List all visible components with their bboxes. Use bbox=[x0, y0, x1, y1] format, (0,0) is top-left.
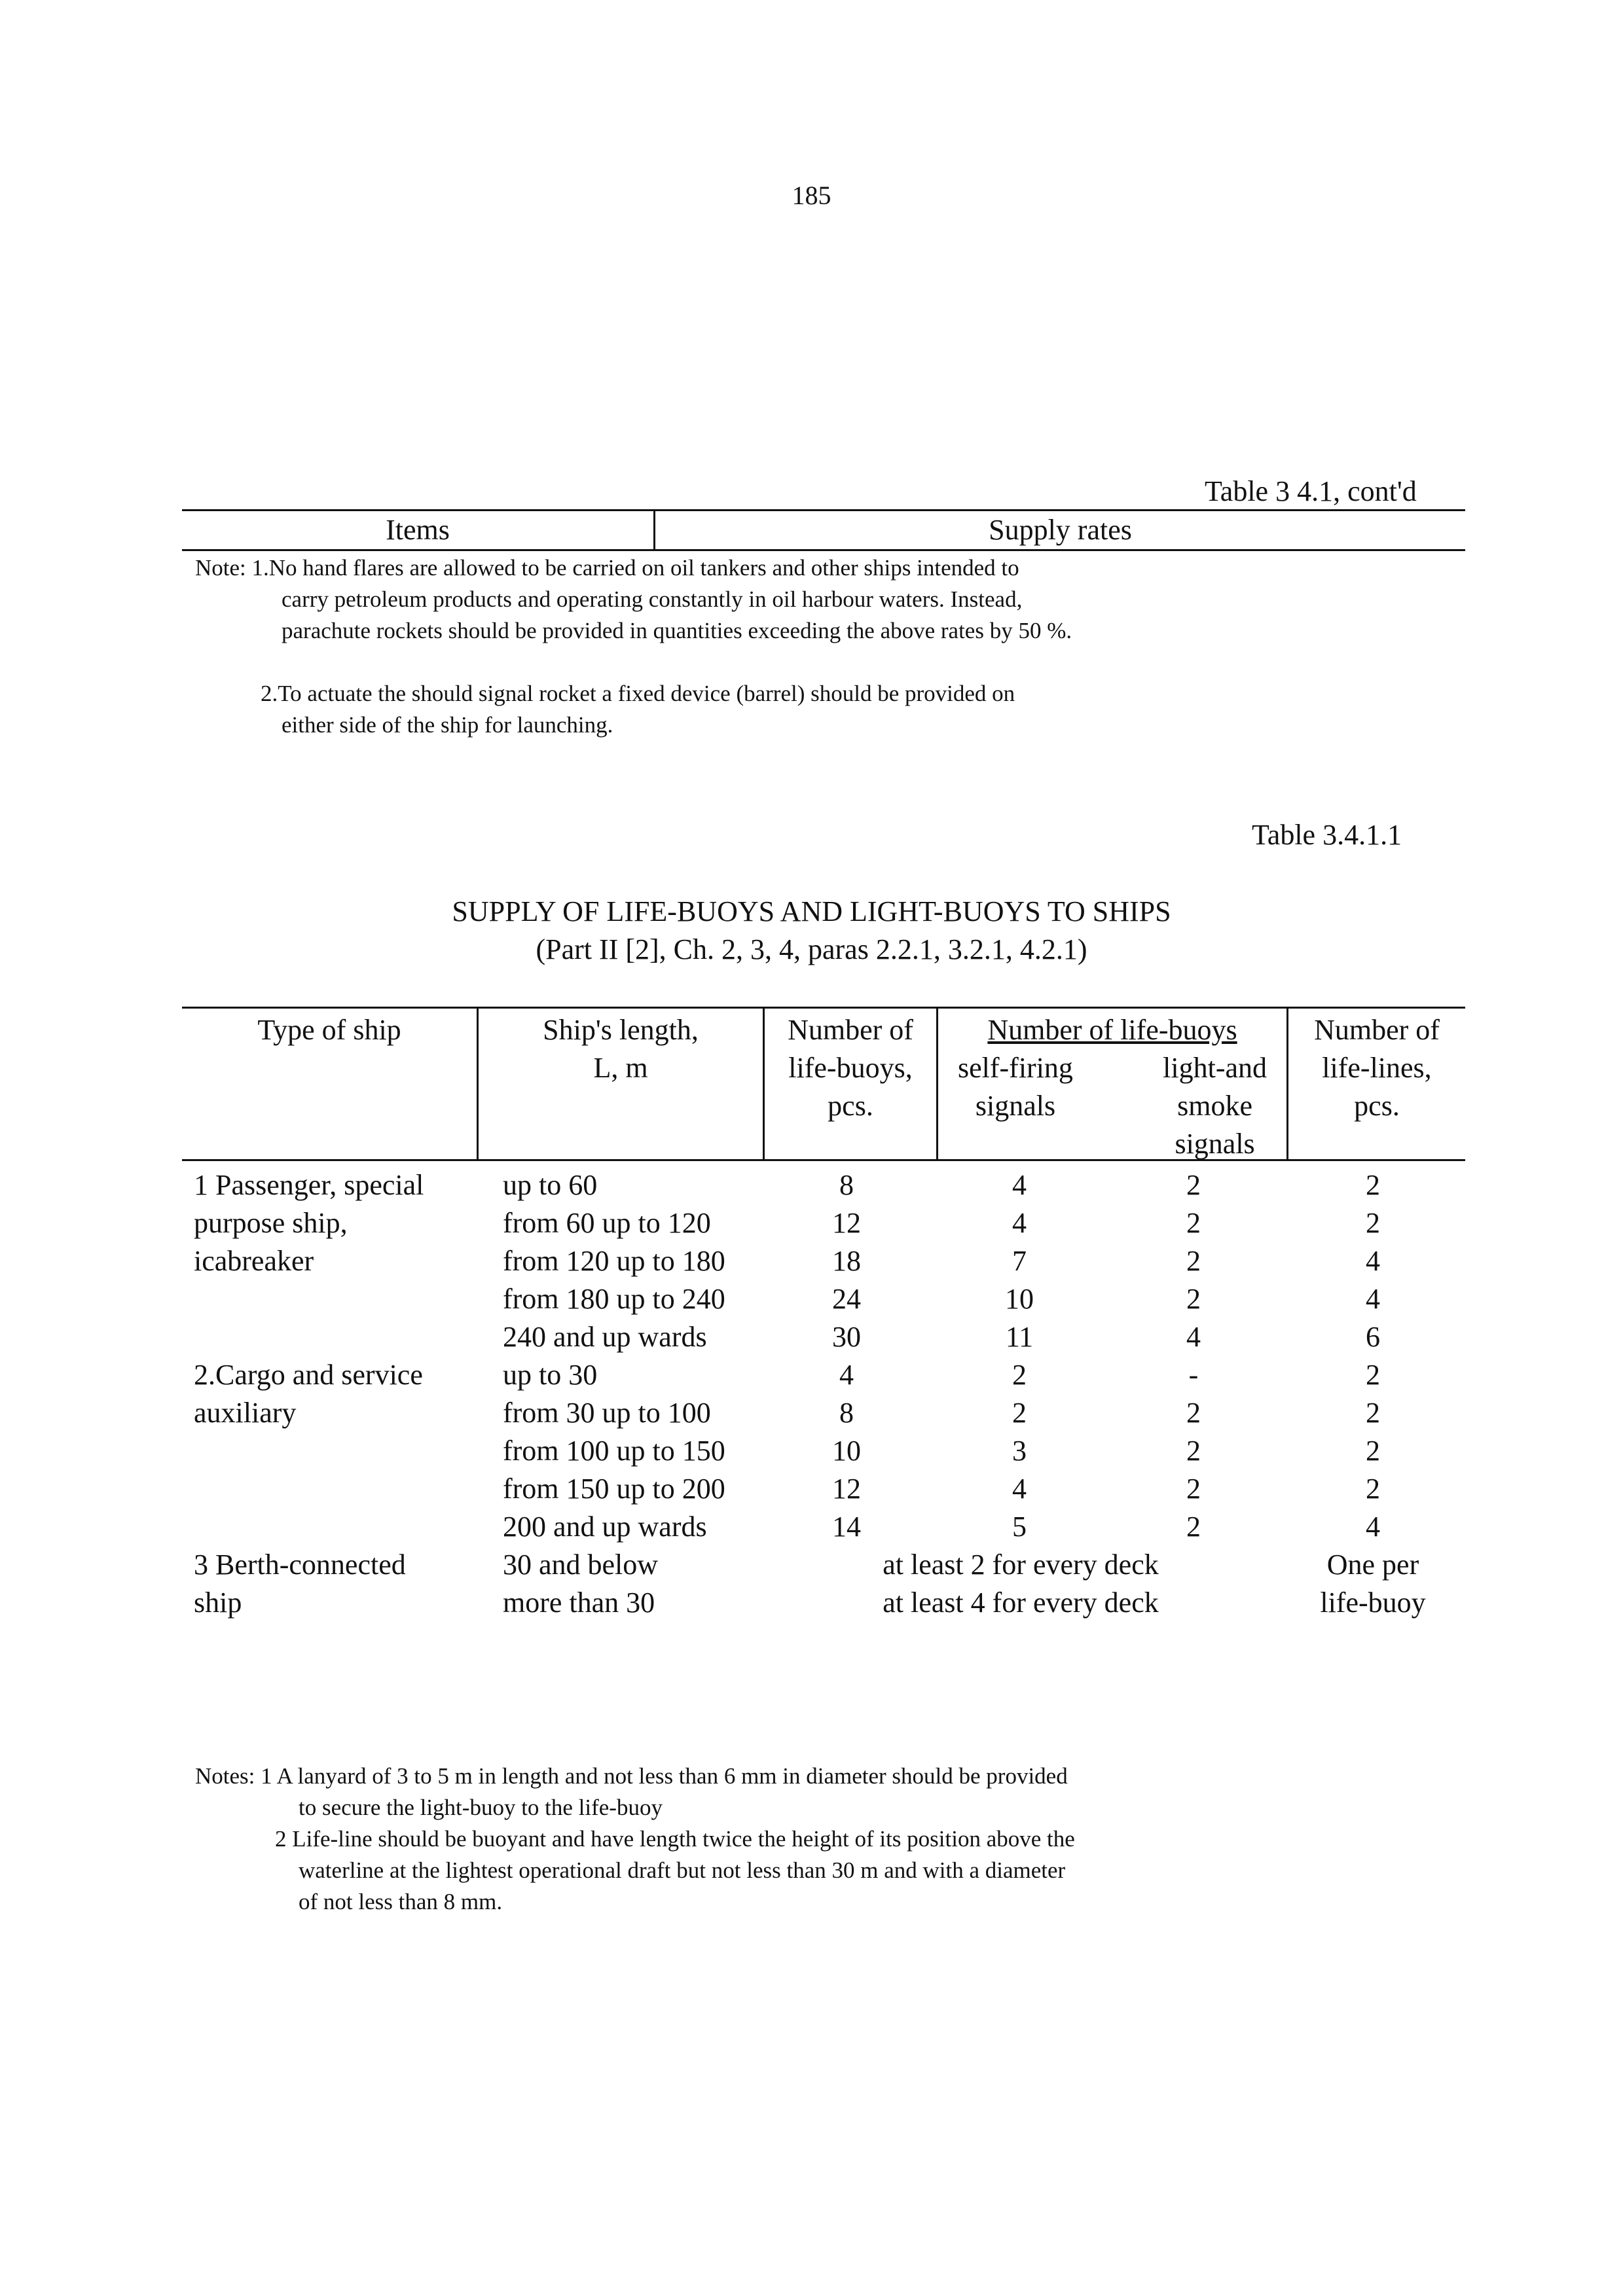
note-line: of not less than 8 mm. bbox=[299, 1889, 503, 1914]
cell-buoys: 8 bbox=[839, 1397, 854, 1429]
cell-buoys: 12 bbox=[832, 1473, 861, 1505]
header-subcolumns bbox=[938, 1049, 1286, 1163]
header-text: life-buoys, bbox=[788, 1052, 913, 1084]
cell-type: ship bbox=[194, 1587, 242, 1619]
cell-length: 240 and up wards bbox=[503, 1321, 707, 1353]
note-2-line: either side of the ship for launching. bbox=[282, 712, 613, 738]
cell-self-firing: 2 bbox=[1012, 1397, 1027, 1429]
note-1 bbox=[195, 552, 1295, 647]
note-line: Notes: 1 A lanyard of 3 to 5 m in length and not less than 6 mm in diameter should be provided bbox=[195, 1763, 1068, 1789]
header-text: signals bbox=[975, 1090, 1056, 1122]
note-1-line: Note: 1.No hand flares are allowed to be carried on oil tankers and other ships intended to bbox=[195, 555, 1019, 581]
cell-life-lines: 6 bbox=[1366, 1321, 1380, 1353]
table-header bbox=[182, 1007, 1465, 1161]
table-row bbox=[182, 1546, 1465, 1584]
cell-life-lines: 2 bbox=[1366, 1169, 1380, 1201]
header-ship-length bbox=[479, 1009, 765, 1159]
cell-life-lines: life-buoy bbox=[1320, 1587, 1426, 1619]
header-supply-rates: Supply rates bbox=[989, 514, 1132, 546]
cell-self-firing: 10 bbox=[1005, 1283, 1034, 1315]
cell-self-firing: 3 bbox=[1012, 1435, 1027, 1467]
title-line-1: SUPPLY OF LIFE-BUOYS AND LIGHT-BUOYS TO SHIPS bbox=[452, 895, 1171, 927]
cell-light-smoke: 2 bbox=[1186, 1397, 1201, 1429]
header-type-of-ship bbox=[182, 1009, 479, 1159]
cell-life-lines: 2 bbox=[1366, 1397, 1380, 1429]
note-1-line: parachute rockets should be provided in quantities exceeding the above rates by 50 %. bbox=[282, 618, 1072, 643]
cell-length: up to 60 bbox=[503, 1169, 598, 1201]
title-line-2: (Part II [2], Ch. 2, 3, 4, paras 2.2.1, 3.2.1, 4.2.1) bbox=[536, 933, 1087, 965]
header-text: L, m bbox=[593, 1052, 648, 1084]
cell-length: from 120 up to 180 bbox=[503, 1245, 725, 1277]
header-text: smoke bbox=[1177, 1090, 1253, 1122]
main-table-caption: Table 3.4.1.1 bbox=[1252, 819, 1402, 851]
note-line: waterline at the lightest operational draft but not less than 30 m and with a diameter bbox=[299, 1857, 1066, 1883]
header-text: Number of life-buoys bbox=[987, 1014, 1237, 1046]
header-text: Number of bbox=[788, 1014, 913, 1046]
cell-buoys: 8 bbox=[839, 1169, 854, 1201]
header-text: pcs. bbox=[828, 1090, 873, 1122]
cell-type: 3 Berth-connected bbox=[194, 1549, 406, 1581]
cell-light-smoke: 2 bbox=[1186, 1245, 1201, 1277]
cell-type bbox=[182, 1280, 477, 1318]
cell-length: from 180 up to 240 bbox=[503, 1283, 725, 1315]
cell-type bbox=[182, 1432, 477, 1470]
cell-type: 2.Cargo and service bbox=[194, 1359, 423, 1391]
cell-buoys: 24 bbox=[832, 1283, 861, 1315]
cell-self-firing: 5 bbox=[1012, 1511, 1027, 1543]
table-row bbox=[182, 1470, 1465, 1508]
cell-type bbox=[182, 1508, 477, 1546]
cell-buoys: 12 bbox=[832, 1207, 861, 1239]
cell-light-smoke: 2 bbox=[1186, 1473, 1201, 1505]
cell-self-firing: 4 bbox=[1012, 1207, 1027, 1239]
cell-type bbox=[182, 1318, 477, 1356]
note-2 bbox=[261, 678, 1243, 741]
table-row bbox=[182, 1584, 1465, 1622]
header-text: self-firing bbox=[958, 1052, 1073, 1084]
cell-buoys: 30 bbox=[832, 1321, 861, 1353]
cell-length: from 150 up to 200 bbox=[503, 1473, 725, 1505]
note-2-line: 2.To actuate the should signal rocket a fixed device (barrel) should be provided on bbox=[261, 681, 1015, 706]
header-text: life-lines, bbox=[1322, 1052, 1432, 1084]
cell-buoys: 14 bbox=[832, 1511, 861, 1543]
cell-merged-buoys: at least 4 for every deck bbox=[883, 1587, 1159, 1619]
life-buoy-supply-table bbox=[182, 1007, 1465, 1622]
cell-life-lines: 2 bbox=[1366, 1435, 1380, 1467]
cell-life-lines: 2 bbox=[1366, 1359, 1380, 1391]
header-life-buoys-with-signals bbox=[938, 1009, 1288, 1159]
table-row bbox=[182, 1356, 1465, 1394]
cell-light-smoke: 2 bbox=[1186, 1207, 1201, 1239]
continued-table-caption: Table 3 4.1, cont'd bbox=[1205, 475, 1417, 507]
cell-buoys: 18 bbox=[832, 1245, 861, 1277]
cell-type bbox=[182, 1470, 477, 1508]
table-row bbox=[182, 1280, 1465, 1318]
cell-life-lines: 4 bbox=[1366, 1511, 1380, 1543]
cell-length: up to 30 bbox=[503, 1359, 598, 1391]
cell-self-firing: 4 bbox=[1012, 1473, 1027, 1505]
table-body bbox=[182, 1161, 1465, 1622]
note-line: to secure the light-buoy to the life-buoy bbox=[299, 1795, 663, 1820]
cell-life-lines: 4 bbox=[1366, 1245, 1380, 1277]
header-text: pcs. bbox=[1354, 1090, 1400, 1122]
table-row bbox=[182, 1394, 1465, 1432]
cell-length: from 100 up to 150 bbox=[503, 1435, 725, 1467]
cell-life-lines: 4 bbox=[1366, 1283, 1380, 1315]
cell-light-smoke: - bbox=[1188, 1359, 1199, 1391]
page-number: 185 bbox=[792, 181, 831, 210]
cell-type: icabreaker bbox=[194, 1245, 314, 1277]
table-row bbox=[182, 1166, 1465, 1204]
header-text: signals bbox=[1175, 1128, 1255, 1160]
cell-light-smoke: 2 bbox=[1186, 1511, 1201, 1543]
header-number-of-life-lines bbox=[1288, 1009, 1465, 1159]
header-self-firing bbox=[958, 1049, 1073, 1163]
table-row bbox=[182, 1508, 1465, 1546]
cell-light-smoke: 4 bbox=[1186, 1321, 1201, 1353]
cell-merged-buoys: at least 2 for every deck bbox=[883, 1549, 1159, 1581]
cell-length: 200 and up wards bbox=[503, 1511, 707, 1543]
cell-life-lines: One per bbox=[1326, 1549, 1419, 1581]
cell-light-smoke: 2 bbox=[1186, 1169, 1201, 1201]
cell-type: auxiliary bbox=[194, 1397, 297, 1429]
cell-length: from 30 up to 100 bbox=[503, 1397, 711, 1429]
cell-length: 30 and below bbox=[503, 1549, 659, 1581]
header-text: Ship's length, bbox=[543, 1014, 699, 1046]
cell-light-smoke: 2 bbox=[1186, 1435, 1201, 1467]
cell-light-smoke: 2 bbox=[1186, 1283, 1201, 1315]
cell-type: 1 Passenger, special bbox=[194, 1169, 424, 1201]
cell-length: more than 30 bbox=[503, 1587, 655, 1619]
header-number-of-life-buoys bbox=[765, 1009, 938, 1159]
cell-self-firing: 7 bbox=[1012, 1245, 1027, 1277]
cell-buoys: 10 bbox=[832, 1435, 861, 1467]
cell-life-lines: 2 bbox=[1366, 1207, 1380, 1239]
cell-length: from 60 up to 120 bbox=[503, 1207, 711, 1239]
header-text: light-and bbox=[1163, 1052, 1267, 1084]
continued-table bbox=[182, 509, 1465, 551]
header-text: Type of ship bbox=[257, 1014, 401, 1046]
cell-self-firing: 11 bbox=[1005, 1321, 1034, 1353]
continued-table-header bbox=[182, 509, 1465, 551]
main-table-title bbox=[0, 893, 1623, 969]
cell-self-firing: 4 bbox=[1012, 1169, 1027, 1201]
cell-buoys: 4 bbox=[839, 1359, 854, 1391]
table-row bbox=[182, 1318, 1465, 1356]
table-row bbox=[182, 1432, 1465, 1470]
table-row bbox=[182, 1204, 1465, 1242]
table-row bbox=[182, 1242, 1465, 1280]
header-items: Items bbox=[182, 511, 655, 549]
header-text: Number of bbox=[1314, 1014, 1440, 1046]
cell-type: purpose ship, bbox=[194, 1207, 348, 1239]
table-notes bbox=[195, 1761, 1308, 1918]
cell-self-firing: 2 bbox=[1012, 1359, 1027, 1391]
cell-life-lines: 2 bbox=[1366, 1473, 1380, 1505]
note-1-line: carry petroleum products and operating constantly in oil harbour waters. Instead, bbox=[282, 586, 1023, 612]
header-light-and-smoke bbox=[1163, 1049, 1267, 1163]
note-line: 2 Life-line should be buoyant and have length twice the height of its position above the bbox=[275, 1826, 1075, 1852]
